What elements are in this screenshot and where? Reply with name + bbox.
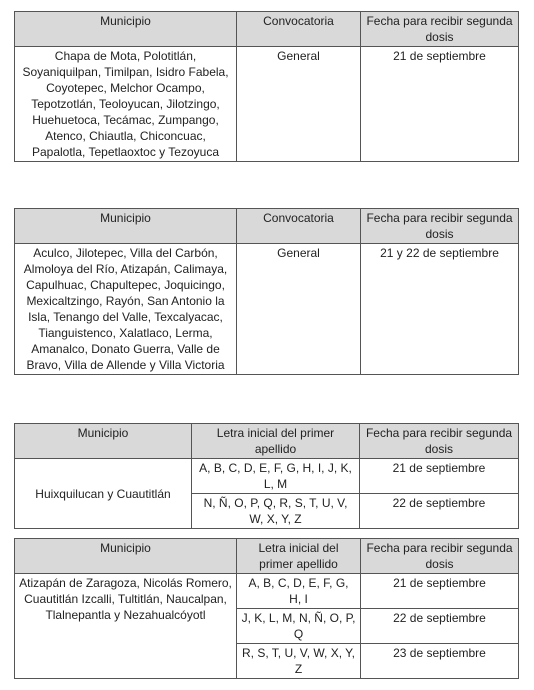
table-row [15, 47, 519, 162]
column-header: Letra inicial del primer apellido [237, 539, 361, 574]
column-header: Municipio [15, 12, 237, 47]
fecha-cell: 23 de septiembre [361, 644, 519, 679]
municipio-cell: Chapa de Mota, Polotitlán, Soyaniquilpan, Timilpan, Isidro Fabela, Coyotepec, Melchor Ocampo, Tepotzotlán, Teoloyucan, Jilotzingo, Huehuetoca, Tecámac, Zumpango, Atenco, Chiautla, Chiconcuac, Papalotla, Tepetlaoxtoc y Tezoyuca [15, 47, 237, 162]
municipio-cell: Aculco, Jilotepec, Villa del Carbón, Almoloya del Río, Atizapán, Calimaya, Capulhuac, Chapultepec, Joquicingo, Mexicaltzingo, Rayón, San Antonio la Isla, Tenango del Valle, Texcalyacac, Tianguistenco, Xalatlaco, Lerma, Amanalco, Donato Guerra, Valle de Bravo, Villa de Allende y Villa Victoria [15, 244, 237, 375]
fecha-cell: 22 de septiembre [360, 494, 519, 529]
column-header: Convocatoria [237, 209, 361, 244]
fecha-cell: 21 de septiembre [361, 47, 519, 162]
schedule-table-3 [14, 423, 519, 529]
schedule-table-1 [14, 11, 519, 162]
table-row [15, 574, 519, 609]
column-header: Fecha para recibir segunda dosis [361, 539, 519, 574]
schedule-table-4 [14, 538, 519, 679]
municipio-cell: Atizapán de Zaragoza, Nicolás Romero, Cuautitlán Izcalli, Tultitlán, Naucalpan, Tlalnepantla y Nezahualcóyotl [15, 574, 237, 679]
letra-cell: A, B, C, D, E, F, G, H, I [237, 574, 361, 609]
table-header-row [15, 539, 519, 574]
fecha-cell: 21 de septiembre [360, 459, 519, 494]
fecha-cell: 21 y 22 de septiembre [361, 244, 519, 375]
table-row [15, 244, 519, 375]
column-header: Municipio [15, 209, 237, 244]
convocatoria-cell: General [237, 244, 361, 375]
table-header-row [15, 209, 519, 244]
municipio-cell: Huixquilucan y Cuautitlán [15, 459, 192, 529]
table-row [15, 459, 519, 494]
column-header: Letra inicial del primer apellido [192, 424, 360, 459]
convocatoria-cell: General [237, 47, 361, 162]
table-header-row [15, 12, 519, 47]
fecha-cell: 22 de septiembre [361, 609, 519, 644]
letra-cell: J, K, L, M, N, Ñ, O, P, Q [237, 609, 361, 644]
column-header: Fecha para recibir segunda dosis [361, 12, 519, 47]
letra-cell: R, S, T, U, V, W, X, Y, Z [237, 644, 361, 679]
column-header: Convocatoria [237, 12, 361, 47]
column-header: Fecha para recibir segunda dosis [361, 209, 519, 244]
schedule-table-2 [14, 208, 519, 375]
table-header-row [15, 424, 519, 459]
fecha-cell: 21 de septiembre [361, 574, 519, 609]
letra-cell: A, B, C, D, E, F, G, H, I, J, K, L, M [192, 459, 360, 494]
column-header: Municipio [15, 539, 237, 574]
column-header: Fecha para recibir segunda dosis [360, 424, 519, 459]
column-header: Municipio [15, 424, 192, 459]
letra-cell: N, Ñ, O, P, Q, R, S, T, U, V, W, X, Y, Z [192, 494, 360, 529]
